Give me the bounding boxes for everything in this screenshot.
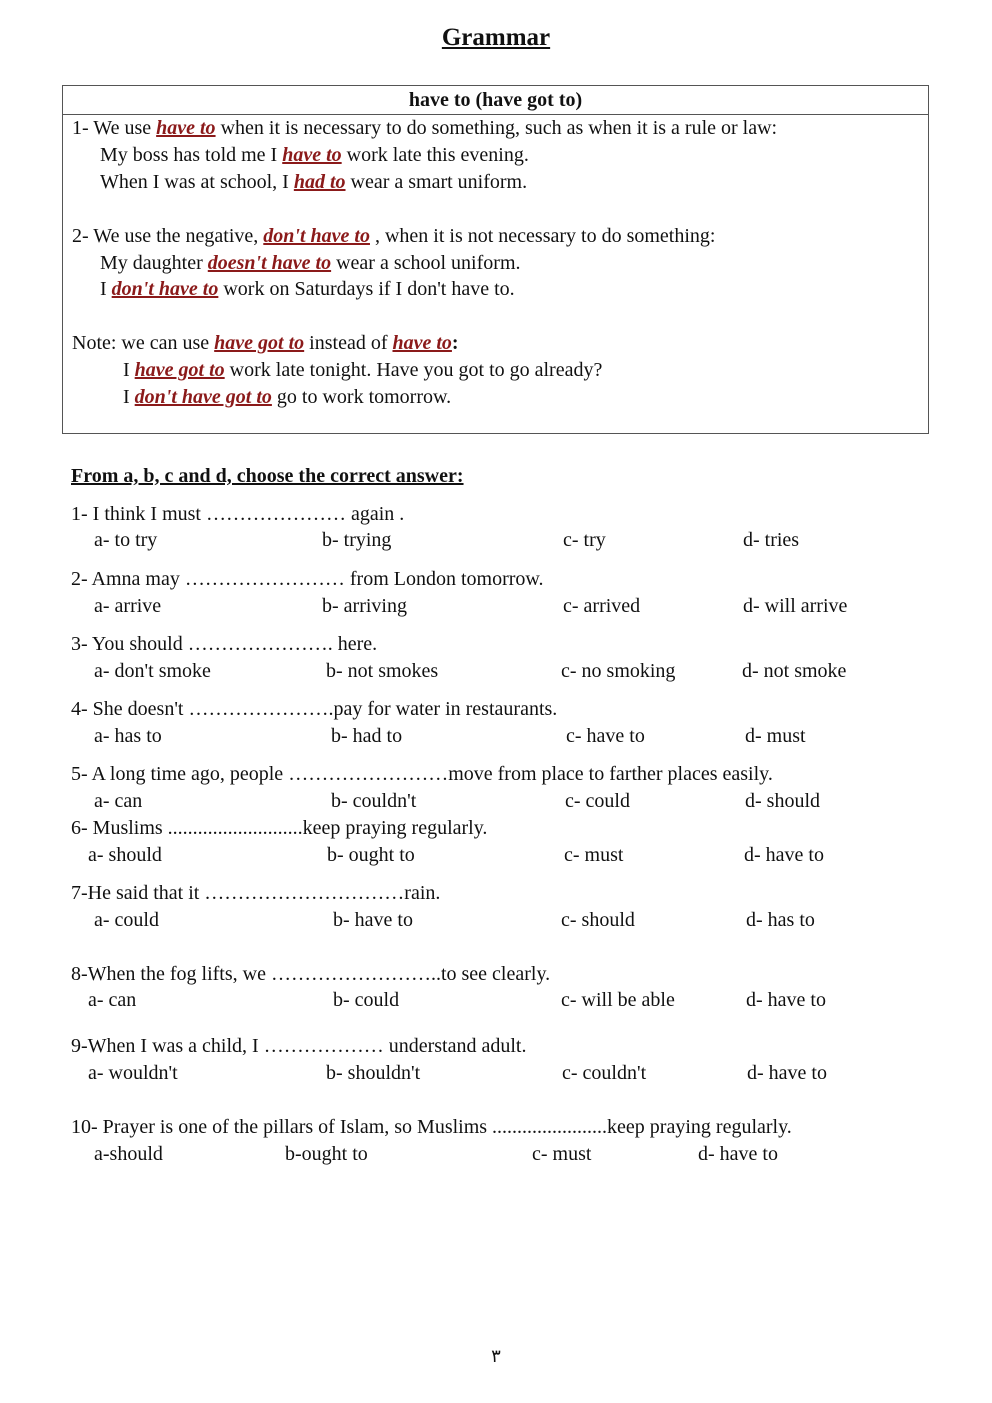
note-example-1: I have got to work late tonight. Have you got to go already? bbox=[123, 359, 603, 381]
rule-1-example-2: When I was at school, I had to wear a smart uniform. bbox=[100, 171, 528, 193]
question-2-option-d[interactable]: d- will arrive bbox=[743, 595, 848, 617]
page-number: ٣ bbox=[491, 1346, 501, 1366]
question-2: 2- Amna may …………………… from London tomorrow. bbox=[71, 568, 544, 590]
question-5-option-c[interactable]: c- could bbox=[565, 790, 630, 812]
question-8-option-d[interactable]: d- have to bbox=[746, 989, 826, 1011]
question-10: 10- Prayer is one of the pillars of Islam, so Muslims .......................keep praying regularly. bbox=[71, 1116, 792, 1138]
question-7-option-c[interactable]: c- should bbox=[561, 909, 635, 931]
question-1-option-c[interactable]: c- try bbox=[563, 529, 606, 551]
question-1-option-d[interactable]: d- tries bbox=[743, 529, 800, 551]
question-1-option-a[interactable]: a- to try bbox=[94, 529, 158, 551]
question-8-option-b[interactable]: b- could bbox=[333, 989, 400, 1011]
question-9: 9-When I was a child, I ……………… understand adult. bbox=[71, 1035, 527, 1057]
question-1: 1- I think I must ………………… again . bbox=[71, 503, 405, 525]
grammar-rule-box bbox=[62, 85, 929, 434]
rule-1-example-1: My boss has told me I have to work late this evening. bbox=[100, 144, 529, 166]
question-5-option-a[interactable]: a- can bbox=[94, 790, 143, 812]
question-9-option-a[interactable]: a- wouldn't bbox=[88, 1062, 178, 1084]
question-3-option-d[interactable]: d- not smoke bbox=[742, 660, 847, 682]
question-2-option-a[interactable]: a- arrive bbox=[94, 595, 162, 617]
question-5-option-b[interactable]: b- couldn't bbox=[331, 790, 417, 812]
question-6-option-d[interactable]: d- have to bbox=[744, 844, 824, 866]
exercise-heading: From a, b, c and d, choose the correct answer: bbox=[71, 465, 464, 487]
question-4: 4- She doesn't ………………….pay for water in restaurants. bbox=[71, 698, 558, 720]
rule-1: 1- We use have to when it is necessary to do something, such as when it is a rule or law: bbox=[72, 117, 778, 139]
question-2-option-c[interactable]: c- arrived bbox=[563, 595, 641, 617]
question-7-option-d[interactable]: d- has to bbox=[746, 909, 815, 931]
question-4-option-a[interactable]: a- has to bbox=[94, 725, 162, 747]
question-3: 3- You should …………………. here. bbox=[71, 633, 378, 655]
question-7-option-a[interactable]: a- could bbox=[94, 909, 159, 931]
rule-2-example-1: My daughter doesn't have to wear a school uniform. bbox=[100, 252, 521, 274]
question-10-option-c[interactable]: c- must bbox=[532, 1143, 592, 1165]
question-10-option-b[interactable]: b-ought to bbox=[285, 1143, 368, 1165]
question-3-option-c[interactable]: c- no smoking bbox=[561, 660, 676, 682]
rule-box-heading: have to (have got to) bbox=[63, 86, 928, 115]
question-6-option-b[interactable]: b- ought to bbox=[327, 844, 415, 866]
question-6: 6- Muslims ...........................keep praying regularly. bbox=[71, 817, 488, 839]
question-10-option-d[interactable]: d- have to bbox=[698, 1143, 778, 1165]
rule-2-example-2: I don't have to work on Saturdays if I don't have to. bbox=[100, 278, 515, 300]
question-2-option-b[interactable]: b- arriving bbox=[322, 595, 407, 617]
question-5: 5- A long time ago, people ……………………move from place to farther places easily. bbox=[71, 763, 773, 785]
question-9-option-b[interactable]: b- shouldn't bbox=[326, 1062, 421, 1084]
question-5-option-d[interactable]: d- should bbox=[745, 790, 820, 812]
page-title: Grammar bbox=[441, 24, 551, 51]
question-9-option-c[interactable]: c- couldn't bbox=[562, 1062, 647, 1084]
question-8: 8-When the fog lifts, we ……………………..to see clearly. bbox=[71, 963, 551, 985]
question-8-option-a[interactable]: a- can bbox=[88, 989, 137, 1011]
question-6-option-c[interactable]: c- must bbox=[564, 844, 624, 866]
rule-2: 2- We use the negative, don't have to , when it is not necessary to do something: bbox=[72, 225, 716, 247]
question-3-option-a[interactable]: a- don't smoke bbox=[94, 660, 211, 682]
question-7: 7-He said that it …………………………rain. bbox=[71, 882, 441, 904]
question-8-option-c[interactable]: c- will be able bbox=[561, 989, 675, 1011]
question-7-option-b[interactable]: b- have to bbox=[333, 909, 413, 931]
question-4-option-b[interactable]: b- had to bbox=[331, 725, 403, 747]
question-3-option-b[interactable]: b- not smokes bbox=[326, 660, 439, 682]
question-6-option-a[interactable]: a- should bbox=[88, 844, 162, 866]
question-1-option-b[interactable]: b- trying bbox=[322, 529, 392, 551]
question-9-option-d[interactable]: d- have to bbox=[747, 1062, 827, 1084]
note-line: Note: we can use have got to instead of have to: bbox=[72, 332, 459, 354]
question-10-option-a[interactable]: a-should bbox=[94, 1143, 163, 1165]
question-4-option-d[interactable]: d- must bbox=[745, 725, 806, 747]
question-4-option-c[interactable]: c- have to bbox=[566, 725, 645, 747]
note-example-2: I don't have got to go to work tomorrow. bbox=[123, 386, 452, 408]
